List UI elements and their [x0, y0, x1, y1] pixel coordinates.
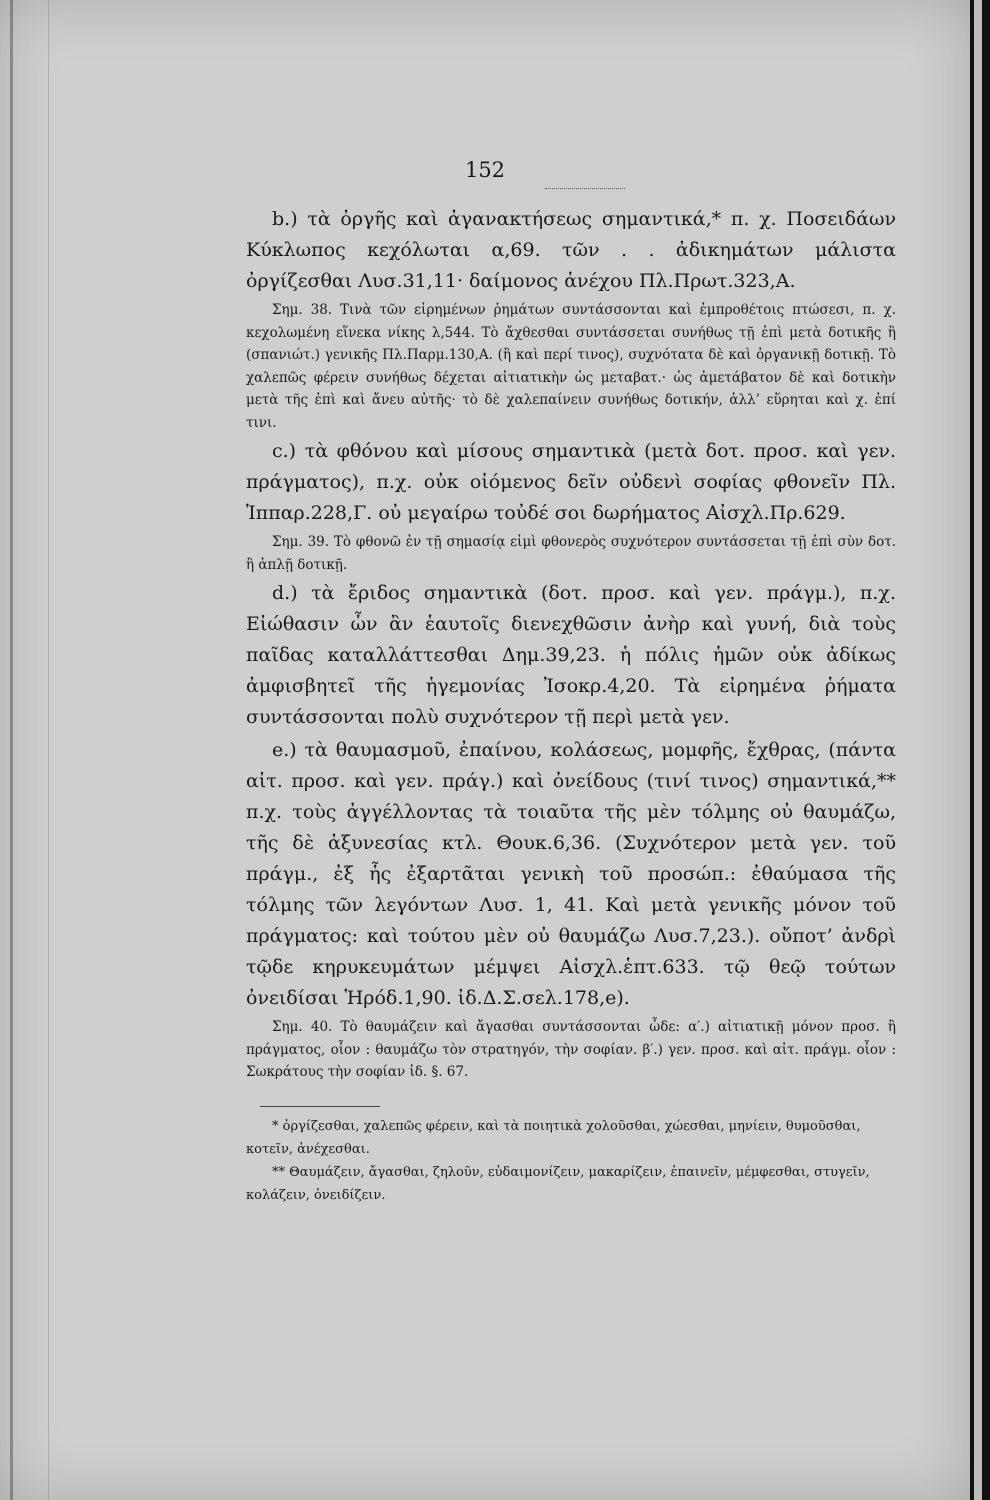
paragraph-b: b.) τὰ ὀργῆς καὶ ἀγανακτήσεως σημαντικά,* π. χ. Ποσειδάων Κύκλωπος κεχόλωται α,69. τῶν . . ἀδικημάτων μάλιστα ὀργίζεσθαι Λυσ.31,11· δαίμονος ἀνέχου Πλ.Πρωτ.323,Α.	[246, 208, 896, 292]
footnote-2: ** Θαυμάζειν, ἄγασθαι, ζηλοῦν, εὐδαιμονίζειν, μακαρίζειν, ἐπαινεῖν, μέμφεσθαι, στυγεῖν, κολάζειν, ὀνειδίζειν.	[246, 1164, 870, 1203]
paragraph-e: e.) τὰ θαυμασμοῦ, ἐπαίνου, κολάσεως, μομφῆς, ἔχθρας, (πάντα αἰτ. προσ. καὶ γεν. πράγ.) καὶ ὀνείδους (τινί τινος) σημαντικά,** π.χ. τοὺς ἀγγέλλοντας τὰ τοιαῦτα τῆς μὲν τόλμης οὐ θαυμάζω, τῆς δὲ ἀξυνεσίας κτλ. Θουκ.6,36. (Συχνότερον μετὰ γεν. τοῦ πράγμ., ἐξ ἧς ἐξαρτᾶται γενικὴ τοῦ προσώπ.: ἐθαύμασα τῆς τόλμης τῶν λεγόντων Λυσ. 1, 41. Καὶ μετὰ γενικῆς μόνον τοῦ πράγματος: καὶ τούτου μὲν οὐ θαυμάζω Λυσ.7,23.). οὔποτ’ ἀνδρὶ τῷδε κηρυκευμάτων μέμψει Αἰσχλ.ἑπτ.633. τῷ θεῷ τούτων ὀνειδίσαι Ἡρόδ.1,90. ἰδ.Δ.Σ.σελ.178,e).	[246, 739, 896, 1009]
note-40: Σημ. 40. Τὸ θαυμάζειν καὶ ἄγασθαι συντάσσονται ὧδε: α′.) αἰτιατικῇ μόνον προσ. ἢ πράγματος, οἷον : θαυμάζω τὸν στρατηγόν, τὴν σοφίαν. β′.) γεν. προσ. καὶ αἰτ. πράγμ. οἷον : Σωκράτους τὴν σοφίαν ἰδ. §. 67.	[246, 1019, 896, 1080]
footnote-1: * ὀργίζεσθαι, χαλεπῶς φέρειν, καὶ τὰ ποιητικὰ χολοῦσθαι, χώεσθαι, μηνίειν, θυμοῦσθαι, κοτεῖν, ἀνέχεσθαι.	[246, 1118, 861, 1157]
note-39: Σημ. 39. Τὸ φθονῶ ἐν τῇ σημασίᾳ εἰμὶ φθονερὸς συχνότερον συντάσσεται τῇ ἐπὶ σὺν δοτ. ἢ ἁπλῇ δοτικῇ.	[246, 534, 896, 573]
paragraph-c: c.) τὰ φθόνου καὶ μίσους σημαντικὰ (μετὰ δοτ. προσ. καὶ γεν. πράγματος), π.χ. οὐκ οἰόμενος δεῖν οὐδενὶ σοφίας φθονεῖν Πλ. Ἱππαρ.228,Γ. οὐ μεγαίρω τοὐδέ σοι δωρήματος Αἰσχλ.Πρ.629.	[246, 440, 896, 524]
page-content	[246, 204, 896, 1207]
page-number: 152	[464, 158, 506, 182]
page-number-rule	[545, 188, 625, 189]
page-binding-edge	[10, 0, 13, 1500]
adjacent-page-strip	[974, 0, 982, 1500]
page-fold-line	[48, 0, 49, 1500]
note-38: Σημ. 38. Τινὰ τῶν εἰρημένων ῥημάτων συντάσσονται καὶ ἐμπροθέτοις πτώσεσι, π. χ. κεχολωμένη εἵνεκα νίκης λ,544. Τὸ ἄχθεσθαι συντάσσεται συνήθως τῇ ἐπὶ μετὰ δοτικῆς ἢ (σπανιώτ.) γενικῆς Πλ.Παρμ.130,Α. (ἢ καὶ περί τινος), συχνότατα δὲ καὶ ὀργανικῇ δοτικῇ. Τὸ χαλεπῶς φέρειν συνήθως δέχεται αἰτιατικὴν ὡς μεταβατ.· ὡς ἀμετάβατον δὲ καὶ δοτικὴν μετὰ τῆς ἐπὶ καὶ ἄνευ αὐτῆς· τὸ δὲ χαλεπαίνειν συνήθως δοτικήν, ἀλλ’ εὕρηται καὶ χ. ἐπί τινι.	[246, 302, 896, 431]
footnote-separator	[260, 1106, 380, 1107]
paragraph-d: d.) τὰ ἔριδος σημαντικὰ (δοτ. προσ. καὶ γεν. πράγμ.), π.χ. Εἰώθασιν ὧν ἂν ἑαυτοῖς διενεχθῶσιν ἀνὴρ καὶ γυνή, διὰ τοὺς παῖδας καταλλάττεσθαι Δημ.39,23. ἡ πόλις ἡμῶν οὐκ ἀδίκως ἀμφισβητεῖ τῆς ἡγεμονίας Ἰσοκρ.4,20. Τὰ εἰρημένα ῥήματα συντάσσονται πολὺ συχνότερον τῇ περὶ μετὰ γεν.	[246, 582, 896, 728]
